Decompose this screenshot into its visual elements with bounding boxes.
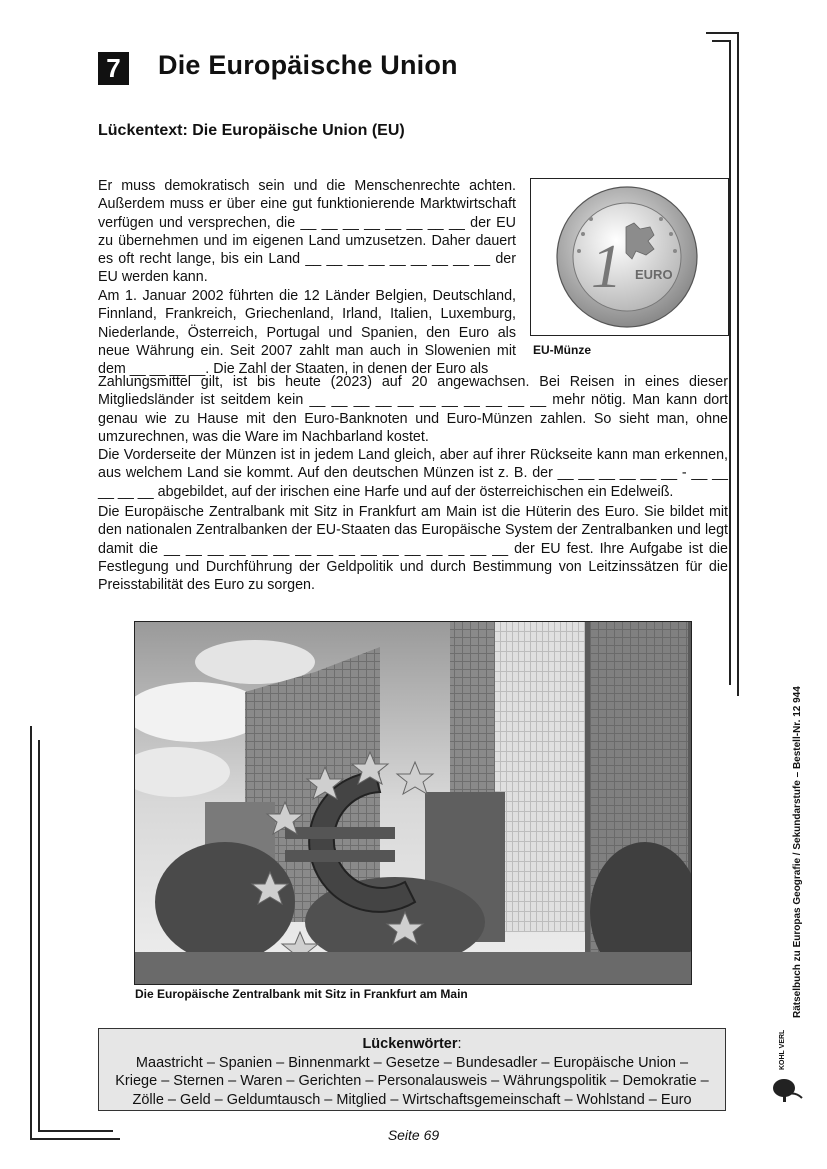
svg-text:EURO: EURO: [635, 267, 673, 282]
ecb-photo: [134, 621, 692, 985]
svg-text:1: 1: [591, 233, 622, 301]
chapter-number: 7: [98, 52, 129, 85]
word-box-title: Lückenwörter: [362, 1036, 458, 1052]
frame-top-right-v2: [729, 40, 731, 685]
frame-bottom-left-v1: [30, 726, 32, 1140]
euro-coin-illustration: [531, 179, 728, 335]
coin-image: [530, 178, 729, 336]
ecb-building-illustration: [135, 622, 691, 984]
page-number: Seite 69: [387, 1127, 440, 1143]
photo-caption: Die Europäische Zentralbank mit Sitz in Frankfurt am Main: [135, 987, 468, 1001]
frame-top-right-v1: [737, 32, 739, 696]
word-box: [98, 1028, 726, 1111]
word-box-line-3: Zölle – Geld – Geldumtausch – Mitglied – Wirtschaftsgemeinschaft – Wohlstand – Euro: [132, 1091, 692, 1108]
section-subtitle: Lückentext: Die Europäische Union (EU): [98, 122, 405, 139]
page-title: Die Europäische Union: [158, 50, 458, 80]
paragraph-3: Die Vorderseite der Münzen ist in jedem Land gleich, aber auf ihrer Rückseite kann man erkennen, aus welchem Land sie kommt. Auf den deutschen Münzen ist z. B. der __ __ __ __ __ __ - __ __ __ __ __ abgebildet, auf der irischen eine Harfe und auf der österreichischen ein Edelweiß.: [98, 447, 728, 500]
frame-bottom-left-v2: [38, 740, 40, 1132]
side-publisher-text: Rätselbuch zu Europas Geografie / Sekundarstufe – Bestell-Nr. 12 944: [792, 686, 803, 1018]
paragraph-2b: Zahlungsmittel gilt, ist bis heute (2023) auf 20 angewachsen. Bei Reisen in eines dieser Mitgliedsländer ist seitdem kein __ __ __ __ __ __ __ __ __ __ __ mehr nötig. Man kann dort genau wie zu Hause mit den Euro-Banknoten und Euro-Münzen zahlen. So sieht man, ohne umzurechnen, was die Ware im Nachbarland kostet.: [98, 374, 728, 445]
word-box-title-line: [99, 1035, 725, 1054]
frame-top-right-h1: [706, 32, 739, 34]
paragraph-4: Die Europäische Zentralbank mit Sitz in Frankfurt am Main ist die Hüterin des Euro. Sie bildet mit den nationalen Zentralbanken der EU-Staaten das Europäische System der Zentralbanken und legt damit die __ __ __ __ __ __ __ __ __ __ __ __ __ __ __ __ der EU fest. Ihre Aufgabe ist die Festlegung und Durchführung der Geldpolitik und durch Bestimmung von Leitzinssätzen für die Preisstabilität des Euro zu sorgen.: [98, 504, 728, 594]
coin-caption: EU-Münze: [533, 343, 591, 357]
word-box-title-colon: :: [457, 1036, 462, 1052]
paragraph-1: Er muss demokratisch sein und die Menschenrechte achten. Außerdem muss er über eine gut funktionierende Marktwirtschaft verfügen und versprechen, die __ __ __ __ __ __ __ __ der EU zu übernehmen und im eigenen Land umzusetzen. Daher dauert es oft recht lange, bis ein Land __ __ __ __ __ __ __ __ __ der EU werden kann.: [98, 178, 516, 286]
publisher-logo: [770, 1030, 810, 1105]
word-box-line-1: Maastricht – Spanien – Binnenmarkt – Gesetze – Bundesadler – Europäische Union –: [135, 1054, 689, 1071]
word-box-line-2: Kriege – Sternen – Waren – Gerichten – Personalausweis – Währungspolitik – Demokratie –: [115, 1073, 709, 1089]
svg-text:KOHL VERLAG: KOHL VERLAG: [779, 1030, 786, 1070]
tree-logo-icon: [770, 1030, 810, 1105]
paragraph-2a: Am 1. Januar 2002 führten die 12 Länder Belgien, Deutschland, Finnland, Frankreich, Griechenland, Irland, Italien, Luxemburg, Niederlande, Österreich, Portugal und Spanien, den Euro als neue Währung ein. Seit 2007 zahlt man auch in Slowenien mit dem __ __ __ __. Die Zahl der Staaten, in denen der Euro als: [98, 288, 516, 378]
